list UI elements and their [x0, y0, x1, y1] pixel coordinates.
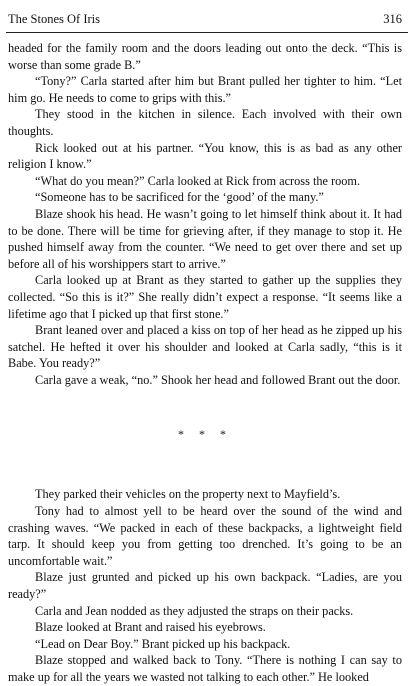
paragraph: Brant leaned over and placed a kiss on top of her head as he zipped up his satchel. He hefted it over his shoulder and looked at Carla sadly, “this is it Babe. You ready?” [8, 323, 402, 371]
paragraph: “Tony?” Carla started after him but Brant pulled her tighter to him. “Let him go. He needs to come to grips with this.” [8, 74, 402, 105]
paragraph: They parked their vehicles on the property next to Mayfield’s. [35, 487, 341, 502]
paragraph: Carla gave a weak, “no.” Shook her head and followed Brant out the door. [35, 372, 401, 387]
paragraph: “Someone has to be sacrificed for the ‘good’ of the many.” [35, 190, 324, 205]
page-number: 316 [383, 12, 402, 26]
running-header [0, 12, 420, 32]
text-block-after [8, 486, 402, 685]
paragraph: Carla and Jean nodded as they adjusted the straps on their packs. [35, 603, 354, 618]
paragraph: Rick looked out at his partner. “You know, this is as bad as any other religion I know.” [8, 140, 402, 172]
text-block-before [8, 40, 402, 388]
paragraph: Tony had to almost yell to be heard over the sound of the wind and crashing waves. “We packed in each of these backpacks, a lightweight field tarp. It should keep you from getting too drenched. It’s going to be an uncomfortable wait.” [8, 504, 402, 568]
scene-break: * * * [178, 427, 232, 442]
paragraph: Blaze just grunted and picked up his own backpack. “Ladies, are you ready?” [8, 570, 402, 602]
paragraph: Blaze looked at Brant and raised his eyebrows. [35, 620, 266, 635]
paragraph: “What do you mean?” Carla looked at Rick from across the room. [35, 173, 361, 188]
paragraph: headed for the family room and the doors leading out onto the deck. “This is worse than some grade B.” [8, 41, 402, 72]
page-body [8, 40, 402, 686]
paragraph: Blaze stopped and walked back to Tony. “There is nothing I can say to make up for all the years we wasted not talking to each other.” He looked [8, 653, 402, 684]
paragraph: Blaze shook his head. He wasn’t going to let himself think about it. It had to be done. There will be time for grieving after, if they manage to stop it. He pushed himself away from the counter. “We need to get over there and set up before all of his worshippers start to arrive.” [8, 206, 402, 271]
header-rule [6, 32, 408, 33]
paragraph: They stood in the kitchen in silence. Each involved with their own thoughts. [8, 107, 402, 138]
paragraph: Carla looked up at Brant as they started to gather up the supplies they collected. “So this is it?” She really didn’t expect a response. “It seems like a lifetime ago that I picked up that first stone.” [8, 273, 402, 321]
paragraph: “Lead on Dear Boy.” Brant picked up his backpack. [35, 636, 291, 651]
book-title: The Stones Of Iris [8, 12, 100, 26]
